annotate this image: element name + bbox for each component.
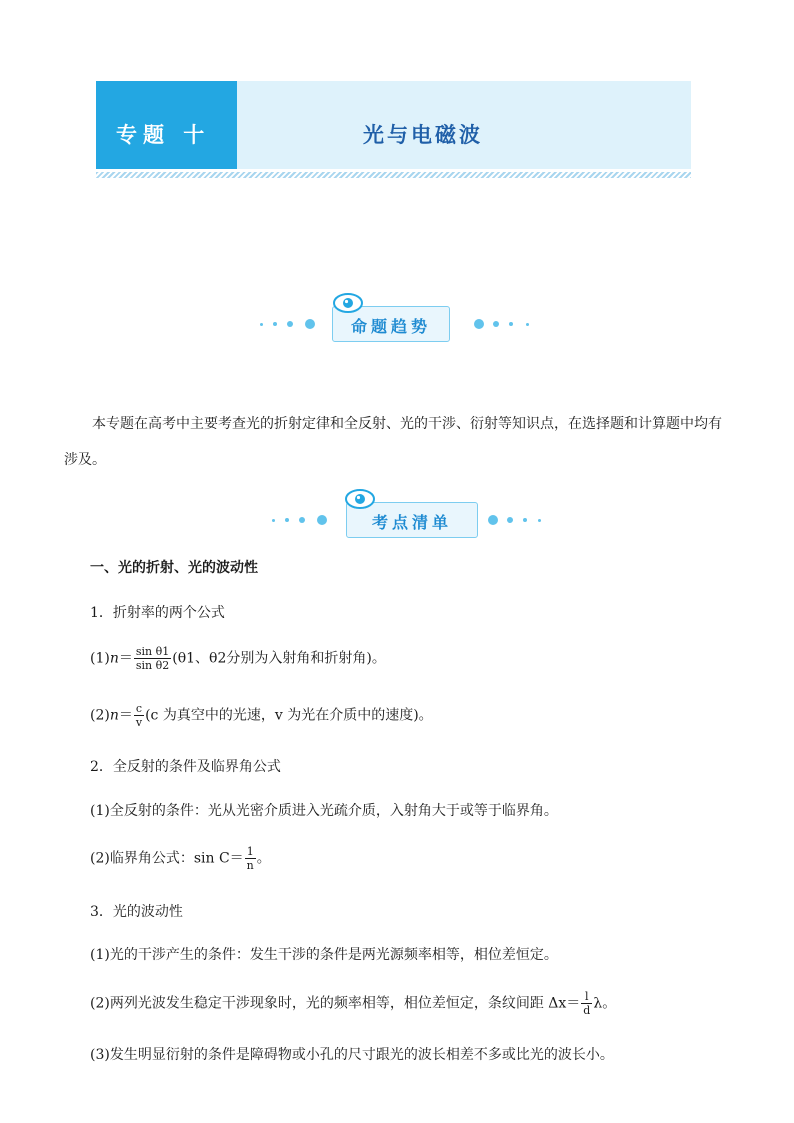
decor-dot — [273, 322, 277, 326]
intro-paragraph: 本专题在高考中主要考查光的折射定律和全反射、光的干涉、衍射等知识点，在选择题和计算题中均有涉及。 — [64, 416, 722, 468]
decor-dot — [526, 323, 529, 326]
fraction-denominator: d — [583, 1004, 591, 1017]
badge-label: 命题趋势 — [350, 317, 431, 336]
decor-dot — [488, 515, 498, 525]
fraction — [581, 990, 592, 1017]
fraction — [245, 845, 256, 872]
fraction-numerator: 1 — [245, 845, 256, 859]
item-heading-3: 3．光的波动性 — [90, 904, 183, 920]
eye-icon — [344, 488, 376, 510]
badge-label: 考点清单 — [371, 513, 452, 532]
fraction-denominator: sin θ2 — [135, 659, 170, 672]
chapter-banner — [96, 81, 691, 169]
fraction — [134, 702, 144, 729]
formula-suffix: 。 — [256, 850, 271, 867]
decor-dot — [474, 319, 484, 329]
decor-dot — [305, 319, 315, 329]
fraction-numerator: c — [134, 702, 144, 716]
text-line: (3)发生明显衍射的条件是障碍物或小孔的尺寸跟光的波长相差不多或比光的波长小。 — [90, 1047, 614, 1063]
decor-dot — [272, 519, 275, 522]
banner-divider — [96, 172, 691, 178]
eye-icon — [332, 292, 364, 314]
fraction — [134, 645, 171, 672]
chapter-label-block — [96, 81, 237, 169]
section-badge-trend — [260, 292, 580, 342]
chapter-title: 光与电磁波 — [363, 123, 483, 147]
formula-eq: ＝ — [118, 707, 133, 724]
fraction-denominator: n — [246, 859, 254, 872]
section-heading: 一、光的折射、光的波动性 — [90, 560, 258, 576]
decor-dot — [317, 515, 327, 525]
formula-prefix: (2)两列光波发生稳定干涉现象时，光的频率相等，相位差恒定，条纹间距 Δx＝ — [90, 995, 581, 1012]
decor-dot — [507, 517, 513, 523]
decor-dot — [285, 518, 289, 522]
decor-dot — [260, 323, 263, 326]
formula-prefix: (2) — [90, 707, 110, 724]
decor-dot — [523, 518, 527, 522]
formula-suffix: (c 为真空中的光速，v 为光在介质中的速度)。 — [145, 707, 433, 724]
formula-var: n — [109, 650, 119, 667]
formula-prefix: (2)临界角公式：sin C＝ — [90, 850, 244, 867]
text-line: (1)光的干涉产生的条件：发生干涉的条件是两光源频率相等，相位差恒定。 — [90, 947, 558, 963]
decor-dot — [538, 519, 541, 522]
decor-dot — [509, 322, 513, 326]
formula-prefix: (1) — [90, 650, 110, 667]
item-heading-2: 2．全反射的条件及临界角公式 — [90, 759, 281, 775]
fraction-numerator: sin θ1 — [135, 645, 170, 658]
fraction-denominator: v — [135, 716, 143, 729]
formula-line-2 — [90, 702, 433, 729]
decor-dot — [493, 321, 499, 327]
decor-dot — [299, 517, 305, 523]
formula-suffix: λ。 — [593, 995, 617, 1012]
chapter-title-block — [237, 81, 691, 169]
section-badge-checklist — [272, 488, 592, 538]
formula-line-3 — [90, 845, 271, 872]
text-line: (1)全反射的条件：光从光密介质进入光疏介质，入射角大于或等于临界角。 — [90, 803, 558, 819]
formula-line-4 — [90, 990, 616, 1017]
formula-line-1 — [90, 645, 386, 672]
decor-dot — [287, 321, 293, 327]
formula-var: n — [109, 707, 119, 724]
chapter-label: 专题 十 — [116, 123, 211, 147]
fraction-numerator: l — [581, 990, 592, 1004]
formula-suffix: (θ1、θ2分别为入射角和折射角)。 — [172, 650, 386, 667]
formula-eq: ＝ — [118, 650, 133, 667]
item-heading-1: 1．折射率的两个公式 — [90, 605, 225, 621]
